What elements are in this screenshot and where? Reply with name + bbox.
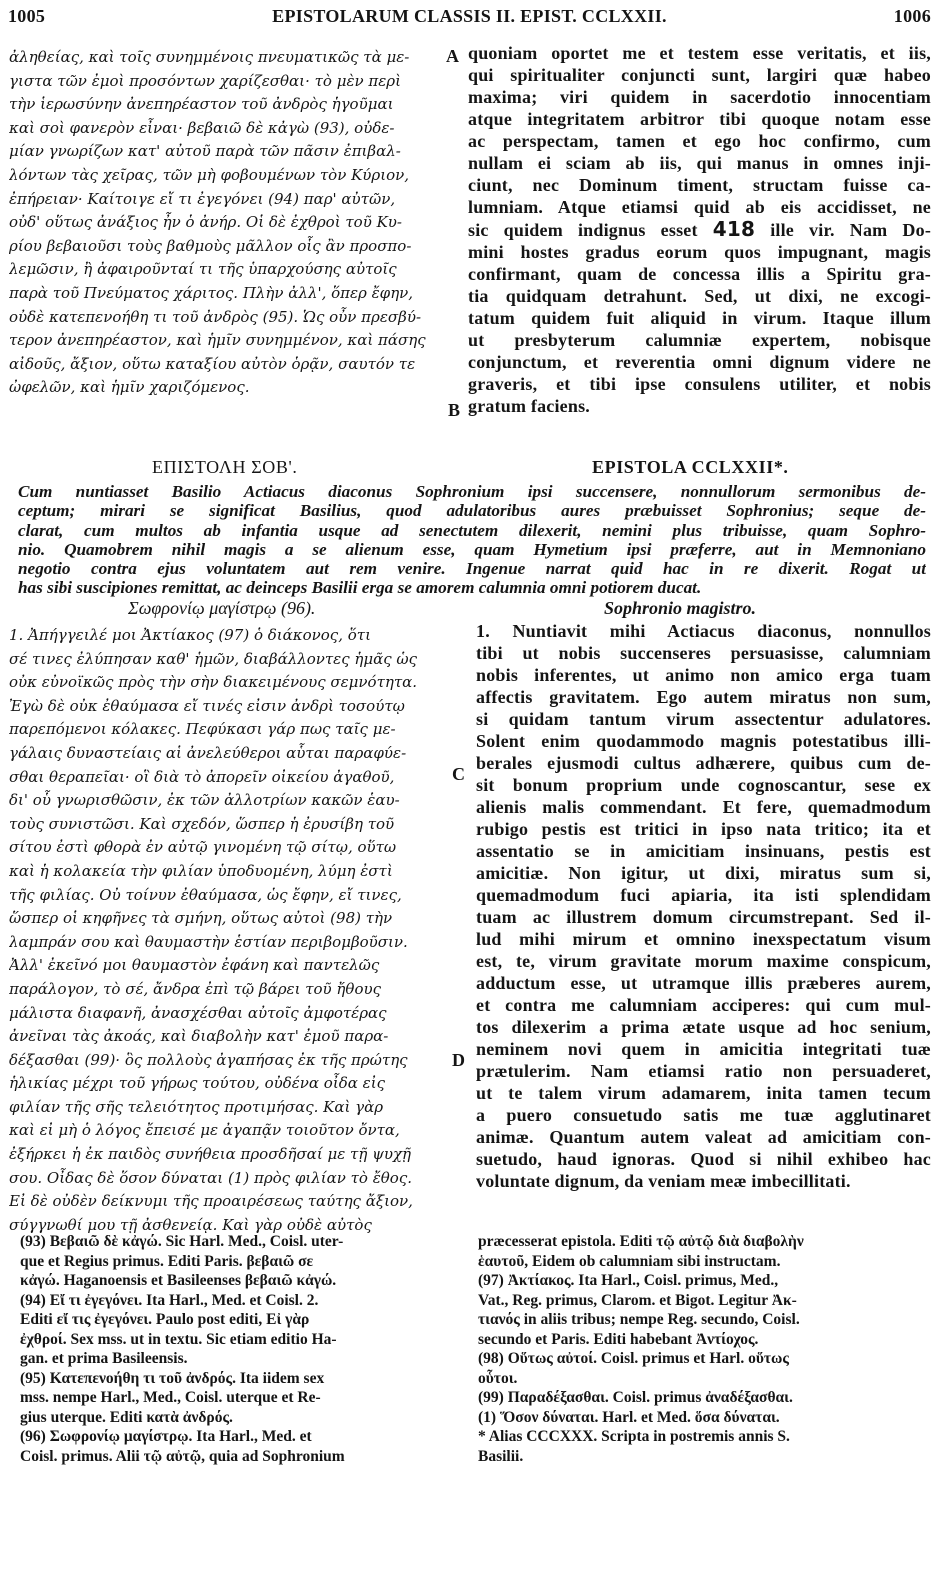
footnote-line: * Alias CCCXXX. Scripta in postremis annis S. [478,1428,790,1445]
latin-line: lud mihi mirum et omnino inexspectatum visum [476,929,931,949]
epistle-summary [18,482,926,598]
greek-line: καὶ σοὶ φανερὸν εἶναι· βεβαιῶ δὲ κἀγὼ (93), οὐδε- [9,118,395,137]
latin-line: 1. Nuntiavit mihi Actiacus diaconus, nonnullos [476,621,931,641]
greek-line: φιλίαν τῆς σῆς τελειότητος προτιμήσας. Καὶ γὰρ [9,1097,384,1116]
latin-line: prætulerim. Nam etiamsi ratio non persuaderet, [476,1061,931,1081]
footnote-line: secundo et Paris. Editi habebant Ἀντίοχος. [478,1330,759,1348]
latin-line: voluntate dignum, da veniam meæ imbecillitati. [476,1171,851,1191]
latin-line-with-number [468,218,931,241]
greek-line: Ἀλλ' ἐκεῖνό μοι θαυμαστὸν ἐφάνη καὶ παντελῶς [9,956,380,975]
greek-line: Ἐγὼ δὲ οὐκ ἐθαύμασα εἴ τινές εἰσιν ἀνδρὶ τοσούτῳ [9,696,405,715]
latin-line: si quidam tantum virum assectentur adulatores. [476,709,931,729]
greek-line: σου. Οἶδας δὲ ὅσον δύναται (1) πρὸς φιλίαν τὸ ἔθος. [9,1168,413,1187]
footnotes-right [478,1232,928,1466]
margin-mark-b: B [448,400,461,420]
footnote-line: que et Regius primus. Editi Paris. βεβαιῶ σε [20,1252,314,1270]
footnote-line: (95) Κατεπενοήθη τι τοῦ ἀνδρός. Ita iidem sex [20,1369,325,1387]
footnote-line: mss. nempe Harl., Med., Coisl. uterque et Re- [20,1389,321,1406]
latin-line: rubigo pestis est tritici in ipso nata tritico; ita et [476,819,931,839]
latin-line: a puero consuetudo satis me tuæ agglutinaret [476,1105,931,1125]
margin-mark-d: D [452,1050,465,1070]
latin-line-part: ille vir. Nam Do- [770,220,931,240]
latin-line: qui spiritualiter conjuncti sunt, largiri quæ habeo [468,65,931,85]
greek-line: σίτου ἐστὶ φθορὰ ἐν αὐτῷ γινομένη τῷ σίτῳ, οὕτω [9,838,397,857]
latin-line: ac perspectam, tamen et ego hoc confirmo, cum [468,131,931,151]
epistle-title-greek: ΕΠΙΣΤΟΛΗ ΣΟΒ'. [152,457,298,477]
greek-line: σύγγνωθί μου τῇ ἀσθενείᾳ. Καὶ γὰρ οὐδὲ αὐτὸς [9,1215,372,1234]
greek-line: οὐδὲ κατεπενοήθη τι τοῦ ἀνδρὸς (95). Ὡς οὖν πρεσβύ- [9,307,422,326]
latin-line: suetudo, haud ignoras. Quod si nihil exhibeo hac [476,1149,931,1169]
address-latin: Sophronio magistro. [604,598,757,618]
greek-line: παράλογον, τὸ σέ, ἄνδρα ἐπὶ τῷ βάρει τοῦ ἤθους [9,979,381,998]
latin-line: est, te, virum gravitate morum maxime conspicum, [476,951,931,971]
latin-line: quoniam oportet me et testem esse veritatis, et iis, [468,43,931,63]
latin-line: atque integritatem arbitror tibi quoque notam esse [468,109,931,129]
latin-line: mini hostes gradus eorum quos impugnant, magis [468,242,931,262]
latin-line: et contra me calumniam acciperes: qui cum mul- [476,995,931,1015]
summary-line: has sibi suscipiones remittat, ac deinceps Basilii erga se amorem calumnia omni potiorem ducat. [18,578,702,598]
latin-line: nullam ei sciam ab iis, qui manus in omnes inji- [468,153,931,173]
greek-line: μάλιστα διαφανῆ, ἀνασχέσθαι αὐτοῖς ἀμφοτέρας [9,1003,387,1022]
page-number-right: 1006 [893,6,931,26]
greek-line: τὴν ἱερωσύνην ἀνεπηρέαστον τοῦ ἀνδρὸς ἡγοῦμαι [9,95,394,114]
greek-line: παρὰ τοῦ Πνεύματος χάριτος. Πλὴν ἀλλ', ὅπερ ἔφην, [9,283,414,302]
greek-line: σέ τινες ἐλύπησαν καθ' ἡμῶν, διαβάλλοντες ἡμᾶς ὡς [9,649,418,668]
latin-line: lumniam. Atque etiamsi quid ab eis accidisset, ne [468,197,931,217]
greek-line: παρεπόμενοι κόλακες. Πεφύκασι γάρ πως ταῖς με- [9,720,396,739]
footnote-line: οὗτοι. [478,1369,518,1387]
greek-line: ρίου βεβαιοῦσι τοὺς βαθμοὺς μᾶλλον οἷς ἂν προσπο- [9,236,412,255]
footnote-line: Basilii. [478,1447,524,1465]
latin-line: neminem novi quem in amicitia integritati tuæ [476,1039,931,1059]
margin-mark-a: A [446,46,459,66]
latin-line: quemadmodum fuci apiaria, ita isti splendidam [476,885,931,905]
footnote-line: gan. et prima Basileensis. [20,1350,188,1367]
latin-line: Solent enim quodammodo magnis potestatibus illi- [476,731,931,751]
footnote-line: κἀγώ. Haganoensis et Basileenses βεβαιῶ κἀγώ. [20,1272,337,1289]
latin-line: confirmant, quam de concessa illis a Spiritu gra- [468,264,931,284]
latin-line-part: sic quidem indignus esset [468,220,698,240]
latin-line: amicitiæ. Non igitur, ut dixi, miratus sum si, [476,863,931,883]
greek-line: ἐξήρκει ἡ ἐκ παιδὸς συνήθεια προσδῆσαί με τῇ ψυχῇ [9,1145,412,1164]
footnote-line: τιανός in aliis tribus; nempe Reg. secundo, Coisl. [478,1311,800,1328]
greek-line: καὶ εἰ μὴ ὁ λόγος ἔπεισέ με ἀγαπᾷν τοιοῦτον ὄντα, [9,1121,400,1140]
greek-line: σθαι θεραπεῖαι· οἳ διὰ τὸ ἀπορεῖν οἰκείου ἀγαθοῦ, [9,767,395,786]
latin-column-main [476,620,931,1192]
footnote-line: (96) Σωφρονίῳ μαγίστρῳ. Ita Harl., Med. et [20,1428,312,1445]
latin-line: animæ. Quantum autem valeat ad amicitiam con- [476,1127,931,1147]
summary-line: clarat, cum multos ab infantia usque ad senectutem dilexerit, nemini plus tribuisse, quam Sophro- [18,520,926,540]
latin-line: sit bonum proprium unde cognoscantur, sese ex [476,775,931,795]
latin-line: alienis malis commendant. Et fere, quemadmodum [476,797,931,817]
margin-mark-c: C [452,764,465,784]
latin-line: conjunctum, et reverentia omni dignum videre ne [468,352,931,372]
greek-line: καὶ ἡ κολακεία τὴν φιλίαν ὑποδυομένη, λύμη ἐστὶ [9,861,393,880]
greek-line: λαμπράν σου καὶ θαυμαστὴν ἑστίαν περιβομβοῦσιν. [9,932,408,951]
greek-line: τοὺς συνιστῶσι. Καὶ σχεδόν, ὥσπερ ἡ ἐρυσίβη τοῦ [9,814,395,833]
footnote-line: Coisl. primus. Alii τῷ αὐτῷ, quia ad Sophronium [20,1447,345,1465]
footnote-line: (97) Ἀκτίακος. Ita Harl., Coisl. primus, Med., [478,1272,779,1289]
latin-line: ciunt, nec Dominum timent, structam fuisse ca- [468,175,931,195]
greek-line: οὐκ εὐνοϊκῶς πρὸς τὴν σὴν διακειμένους σεμνότητα. [9,673,418,692]
latin-line: adductum esse, ut utramque illis præberes aurem, [476,973,931,993]
latin-line: berales ejusmodi cultus adhærere, quibus cum de- [476,753,931,773]
latin-line: tuam ac illustrem domum circumstrepant. Sed il- [476,907,931,927]
footnote-line: (93) Βεβαιῶ δὲ κἀγώ. Sic Harl. Med., Coisl. uter- [20,1233,344,1250]
footnote-line: ἑαυτοῦ, Eidem ob calumniam sibi instructam. [478,1252,781,1270]
footnote-line: (99) Παραδέξασθαι. Coisl. primus ἀναδέξασθαι. [478,1389,793,1406]
greek-column-top [9,46,441,400]
summary-line: Cum nuntiasset Basilio Actiacus diaconus Sophronium ipsi succensere, nonnullorum sermonibus de- [18,482,926,501]
greek-line: γιστα τῶν ἐμοὶ προσόντων χαρίζεσθαι· τὸ μὲν περὶ [9,71,401,90]
greek-line: ἀληθείας, καὶ τοῖς συνημμένοις πνευματικῶς τὰ με- [9,48,410,66]
greek-line: τῆς φιλίας. Οὐ τοίνυν ἐθαύμασα, ὡς ἔφην, εἴ τινες, [9,885,402,904]
greek-line: δέξασθαι (99)· ὃς πολλοὺς ἀγαπήσας ἐκ τῆς πρώτης [9,1050,408,1069]
summary-line: negotio contra ejus voluntatem aut rem venire. Ingenue narrat quid hac in re dixerit. Rogat ut [18,559,926,579]
latin-line: graveris, et tibi ipse consulens utiliter, et nobis [468,374,931,394]
greek-line: 1. Ἀπήγγειλέ μοι Ἀκτίακος (97) ὁ διάκονος, ὅτι [9,626,371,644]
footnote-line: (98) Οὕτως αὐτοί. Coisl. primus et Harl. οὕτως [478,1350,789,1367]
greek-line: Εἰ δὲ οὐδὲν δείκνυμι τῆς προαιρέσεως ταύτης ἄξιον, [9,1192,413,1211]
greek-line: γάλαις δυναστείαις αἱ ἀνελεύθεροι αὗται παραφύε- [9,743,407,762]
footnote-line: Vat., Reg. primus, Clarom. et Bigot. Legitur Ἀκ- [478,1291,797,1309]
summary-line: nio. Quamobrem nihil magis a se alienum esse, quam Hymetium ipsi præferre, aut in Memnoniano [18,539,926,559]
footnote-line: præcesserat epistola. Editi τῷ αὐτῷ διὰ διαβολὴν [478,1233,804,1250]
running-title: EPISTOLARUM CLASSIS II. EPIST. CCLXXII. [272,6,667,26]
latin-line: gratum faciens. [468,396,590,416]
greek-line: ἀνεῖναι τὰς ἀκοάς, καὶ διαβολὴν κατ' ἐμοῦ παρα- [9,1027,389,1046]
footnote-line: (94) Εἴ τι ἐγεγόνει. Ita Harl., Med. et Coisl. 2. [20,1291,319,1309]
latin-line: tia quidquam detrahunt. Sed, ut dixi, ne excogi- [468,286,931,306]
greek-line: τερον ἀνεπηρέαστον, καὶ ἡμῖν συνημμένον, καὶ πάσης [9,331,426,350]
inline-page-number: 418 [712,218,756,241]
latin-line: affectis gravitatem. Ego autem miratus non sum, [476,687,931,707]
greek-line: λόντων τὰς χεῖρας, τῶν μὴ φοβουμένων τὸν Κύριον, [9,165,410,184]
greek-line: αἰδοῦς, ἄξιον, οὕτω καταξίου αὐτὸν ὁρᾷν, σαυτόν τε [9,354,416,373]
greek-line: δι' οὗ γνωρισθῶσιν, ἐκ τῶν ἀλλοτρίων κακῶν ἑαυ- [9,791,400,810]
latin-line: assentatio se in amicitiam insinuans, pestis est [476,841,931,861]
latin-line: ut presbyterum calumniæ expertem, nobisque [468,330,931,350]
summary-line: ceptum; mirari se significat Basilius, quod adulatoribus aures præbuisset Sophronius; seque de- [18,501,926,521]
footnotes-left [20,1232,450,1466]
latin-line: maxima; viri quidem in sacerdotio innocentiam [468,87,931,107]
running-header [8,6,931,32]
epistle-title-latin: EPISTOLA CCLXXII*. [592,457,789,477]
greek-column-main [9,624,441,1237]
address-greek: Σωφρονίῳ μαγίστρῳ (96). [128,598,316,618]
greek-line: οὐδ' οὕτως ἀνάξιος ἦν ὁ ἀνήρ. Οἱ δὲ ἐχθροὶ τοῦ Κυ- [9,213,402,232]
greek-line: ἐπήρειαν· Καίτοιγε εἴ τι ἐγεγόνει (94) παρ' αὐτῶν, [9,189,396,208]
greek-line: ἡλικίας μέχρι τοῦ γήρως τούτου, οὐδένα οἶδα εἰς [9,1074,385,1093]
greek-line: λεμῶσιν, ἢ ἀφαιροῦνταί τι τῆς ὑπαρχούσης αὐτοῖς [9,260,397,279]
footnote-line: gius uterque. Editi κατὰ ἀνδρός. [20,1408,233,1426]
latin-column-top [468,42,931,417]
footnote-line: ἐχθροί. Sex mss. ut in textu. Sic etiam editio Ha- [20,1330,337,1348]
footnote-line: Editi εἴ τις ἐγεγόνει. Paulo post editi, Εἰ γὰρ [20,1311,310,1328]
latin-line: tos dilexerim a prima ætate usque ad hoc senium, [476,1017,931,1037]
latin-line: ut te talem virum adamarem, inita tamen tecum [476,1083,931,1103]
latin-line: tibi ut nobis succenseres persuasisse, calumniam [476,643,931,663]
page-number-left: 1005 [8,6,46,26]
greek-line: ὥσπερ οἱ κηφῆνες τὰ σμήνη, οὕτως αὐτοὶ (98) τὴν [9,909,393,928]
latin-line: tatum quidem fuit aliquid in virum. Itaque illum [468,308,931,328]
greek-line: ὠφελῶν, καὶ ἡμῖν χαριζόμενος. [9,378,250,397]
greek-line: μίαν γνωρίζων κατ' αὐτοῦ παρὰ τῶν πᾶσιν ἐπιβαλ- [9,142,401,161]
footnote-line: (1) Ὅσον δύναται. Harl. et Med. ὅσα δύναται. [478,1408,780,1426]
latin-line: nobis inferentes, ut animo non amico erga tuam [476,665,931,685]
